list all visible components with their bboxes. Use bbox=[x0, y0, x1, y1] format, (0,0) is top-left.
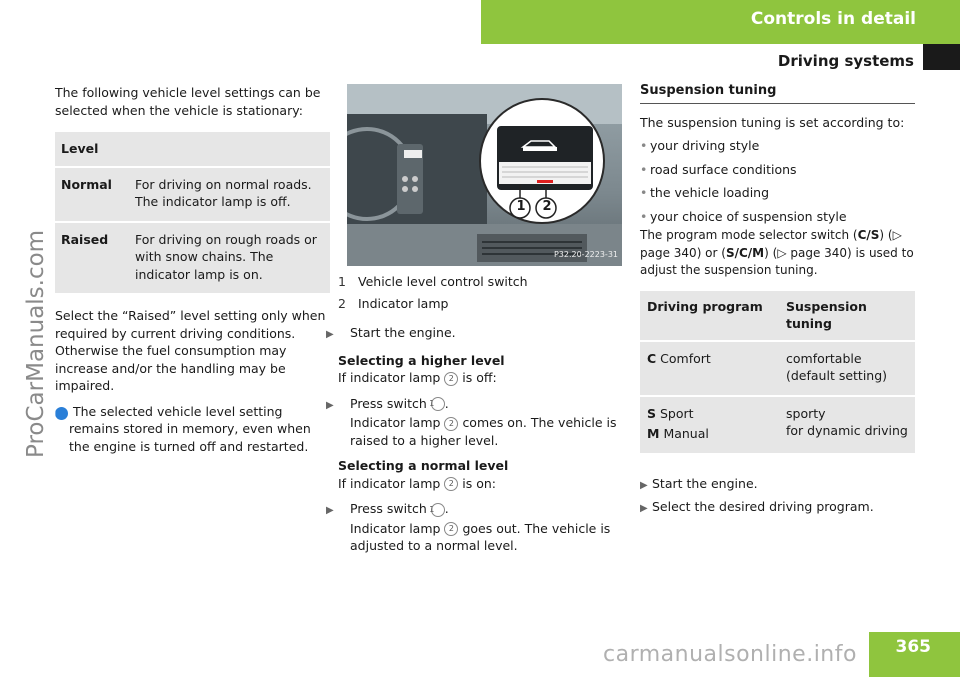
program-cell: C Comfort bbox=[640, 341, 779, 396]
col-suspension-tuning: Suspension tuning bbox=[779, 291, 915, 341]
table-row bbox=[55, 167, 330, 222]
callout-1: 1 bbox=[516, 199, 526, 214]
subsection-title: Driving systems bbox=[777, 52, 914, 70]
info-note: i The selected vehicle level setting remains stored in memory, even when the engine is turned off and restarted. bbox=[52, 403, 311, 454]
step-item: ▶ Select the desired driving program. bbox=[640, 499, 874, 514]
left-column bbox=[52, 84, 330, 455]
legend-item: 2 Indicator lamp bbox=[338, 295, 449, 311]
higher-result: Indicator lamp 2 comes on. The vehicle is raised to a higher level. bbox=[350, 415, 617, 448]
step-start-engine: ▶ Start the engine. bbox=[326, 325, 456, 340]
col-driving-program: Driving program bbox=[640, 291, 779, 341]
program-table bbox=[640, 291, 915, 453]
page-number: 365 bbox=[895, 637, 931, 657]
side-watermark: ProCarManuals.com bbox=[23, 229, 49, 458]
step-item: ▶ Start the engine. bbox=[640, 475, 758, 491]
legend-item: 1 Vehicle level control switch bbox=[338, 274, 528, 289]
caution-paragraph: Select the “Raised” level setting only when required by current driving conditions. Otherwise the fuel consumption may increase and/or the handling may be impaired. bbox=[55, 308, 326, 393]
level-desc: For driving on normal roads. The indicator lamp is off. bbox=[129, 167, 330, 222]
right-column bbox=[640, 82, 915, 518]
program-cell: S Sport M Manual bbox=[640, 396, 779, 453]
middle-column bbox=[326, 273, 623, 555]
list-item: • your choice of suspension style bbox=[640, 208, 847, 224]
suspension-intro: The suspension tuning is set according to: bbox=[640, 114, 905, 130]
list-item: • road surface conditions bbox=[640, 161, 797, 177]
intro-text: The following vehicle level settings can be selected when the vehicle is stationary: bbox=[55, 85, 321, 118]
section-title: Controls in detail bbox=[750, 9, 916, 29]
level-table bbox=[55, 132, 330, 293]
dashboard-illustration bbox=[347, 84, 622, 266]
selector-paragraph: The program mode selector switch (C/S) (▷ page 340) or (S/C/M) (▷ page 340) is used to adjust the suspension tuning. bbox=[640, 228, 914, 277]
suspension-heading: Suspension tuning bbox=[640, 83, 777, 98]
footer-watermark: carmanualsonline.info bbox=[603, 642, 857, 667]
info-icon: i bbox=[55, 407, 68, 420]
list-item: • the vehicle loading bbox=[640, 185, 770, 200]
list-item: • your driving style bbox=[640, 138, 760, 153]
header-marker bbox=[923, 44, 960, 70]
normal-result: Indicator lamp 2 goes out. The vehicle is adjusted to a normal level. bbox=[350, 520, 611, 553]
level-name: Normal bbox=[55, 167, 129, 222]
higher-level-title: Selecting a higher level bbox=[338, 352, 505, 368]
callout-2: 2 bbox=[542, 199, 552, 214]
level-desc: For driving on rough roads or with snow chains. The indicator lamp is on. bbox=[129, 222, 330, 294]
level-name: Raised bbox=[55, 222, 129, 294]
table-row bbox=[640, 396, 915, 453]
normal-level-title: Selecting a normal level bbox=[338, 458, 509, 473]
higher-condition: If indicator lamp 2 is off: bbox=[338, 370, 497, 385]
table-row bbox=[640, 341, 915, 396]
normal-condition: If indicator lamp 2 is on: bbox=[338, 475, 497, 491]
tuning-cell: sporty for dynamic driving bbox=[779, 396, 915, 453]
normal-step: ▶ Press switch 1 . bbox=[326, 501, 449, 516]
higher-step: ▶ Press switch 1 . bbox=[326, 395, 449, 411]
dashboard-photo bbox=[347, 84, 622, 266]
table-row bbox=[55, 222, 330, 294]
tuning-cell: comfortable (default setting) bbox=[779, 341, 915, 396]
figure-code: P32.20-2223-31 bbox=[553, 249, 618, 259]
table-header-level: Level bbox=[55, 132, 129, 167]
heading-rule bbox=[640, 103, 915, 104]
